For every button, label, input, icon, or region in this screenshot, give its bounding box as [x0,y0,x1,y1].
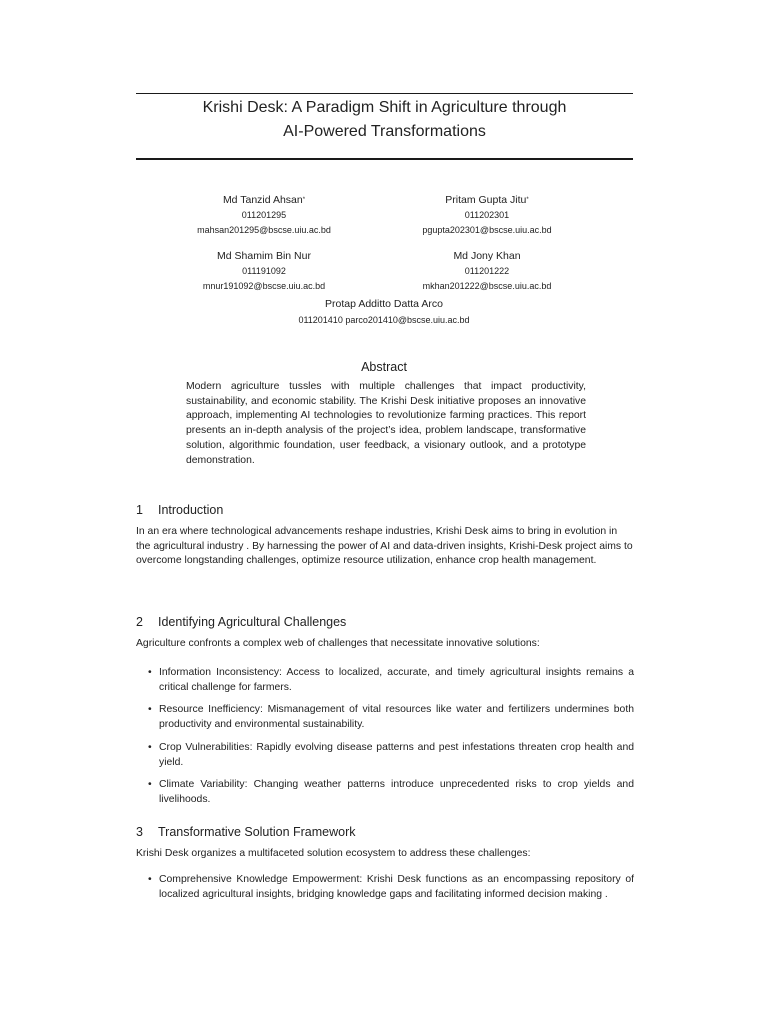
title-bottom-rule [136,158,633,160]
author-block [357,249,617,294]
author-id: 011202301 [464,210,510,220]
author-id: 011201222 [464,266,510,276]
list-item-text: Comprehensive Knowledge Empowerment: Krishi Desk functions as an encompassing repository of localized agricultural insights, bridging knowledge gaps and facilitating informed decision making . [159,874,634,900]
author-name: Pritam Gupta Jitu [445,194,527,206]
list-item [148,778,634,807]
author-mark: * [302,197,306,203]
bullet-list [148,666,634,808]
section-title: Introduction [158,503,224,517]
bullet-glyph: • [148,874,152,885]
section-title: Transformative Solution Framework [158,825,356,839]
author-name: Md Tanzid Ahsan [222,194,303,206]
list-item [148,703,634,732]
list-item-text: Crop Vulnerabilities: Rapidly evolving disease patterns and pest infestations threaten crop health and yield. [159,741,634,768]
title-line-1: Krishi Desk: A Paradigm Shift in Agriculture through [202,99,567,116]
author-name: Md Shamim Bin Nur [217,250,311,262]
paper-title [136,96,633,144]
author-block [134,193,394,238]
author-name: Protap Additto Datta Arco [325,298,443,310]
author-id: 011191092 [242,266,286,276]
author-id-email: 011201410 parco201410@bscse.uiu.ac.bd [298,315,470,325]
section-paragraph: In an era where technological advancements reshape industries, Krishi Desk aims to bring in evolution in the agricultural industry . By harnessing the power of AI and data-driven insights, Krishi-Desk project aims to overcome longstanding challenges, optimize resource utilization, enhance crop health management. [136,526,633,567]
list-item-text: Information Inconsistency: Access to localized, accurate, and timely agricultural insights remains a critical challenge for farmers. [159,667,634,693]
section-heading [136,823,356,841]
list-item [148,666,634,695]
list-item-text: Resource Inefficiency: Mismanagement of vital resources like water and fertilizers undermines both productivity and environmental sustainability. [159,704,634,731]
abstract-heading: Abstract [361,360,407,374]
bullet-glyph: • [148,667,152,678]
section-paragraph: Krishi Desk organizes a multifaceted solution ecosystem to address these challenges: [136,848,531,859]
title-top-rule [136,93,633,94]
list-item [148,741,634,770]
section-number: 2 [136,615,143,629]
author-id: 011201295 [241,210,287,220]
title-line-2: AI-Powered Transformations [283,123,486,140]
author-block [134,249,394,294]
list-item-text: Climate Variability: Changing weather patterns introduce unprecedented risks to crop yields and livelihoods. [159,779,634,805]
section-title: Identifying Agricultural Challenges [158,615,347,629]
abstract-text: Modern agriculture tussles with multiple challenges that impact productivity, sustainability, and economic stability. The Krishi Desk initiative proposes an innovative approach, implementing AI technologies to revolutionize farming practices. This report presents an in-depth analysis of the project’s idea, problem landscape, transformative solution, algorithmic foundation, user feedback, a visionary outlook, and a prototype demonstration. [186,381,586,466]
author-name: Md Jony Khan [453,250,521,262]
section-number: 1 [136,503,143,517]
list-item [148,873,634,902]
author-block [184,296,584,328]
section-heading [136,613,346,631]
bullet-glyph: • [148,704,152,716]
author-email: mkhan201222@bscse.uiu.ac.bd [422,281,552,291]
bullet-glyph: • [148,741,152,753]
section-heading [136,501,223,519]
section-paragraph: Agriculture confronts a complex web of challenges that necessitate innovative solutions: [136,638,540,649]
author-email: pgupta202301@bscse.uiu.ac.bd [422,225,552,235]
bullet-list [148,873,634,902]
section-number: 3 [136,825,143,839]
author-block [357,193,617,238]
author-email: mahsan201295@bscse.uiu.ac.bd [197,225,331,235]
author-mark: * [526,197,529,203]
bullet-glyph: • [148,779,152,791]
author-email: mnur191092@bscse.uiu.ac.bd [202,281,326,291]
